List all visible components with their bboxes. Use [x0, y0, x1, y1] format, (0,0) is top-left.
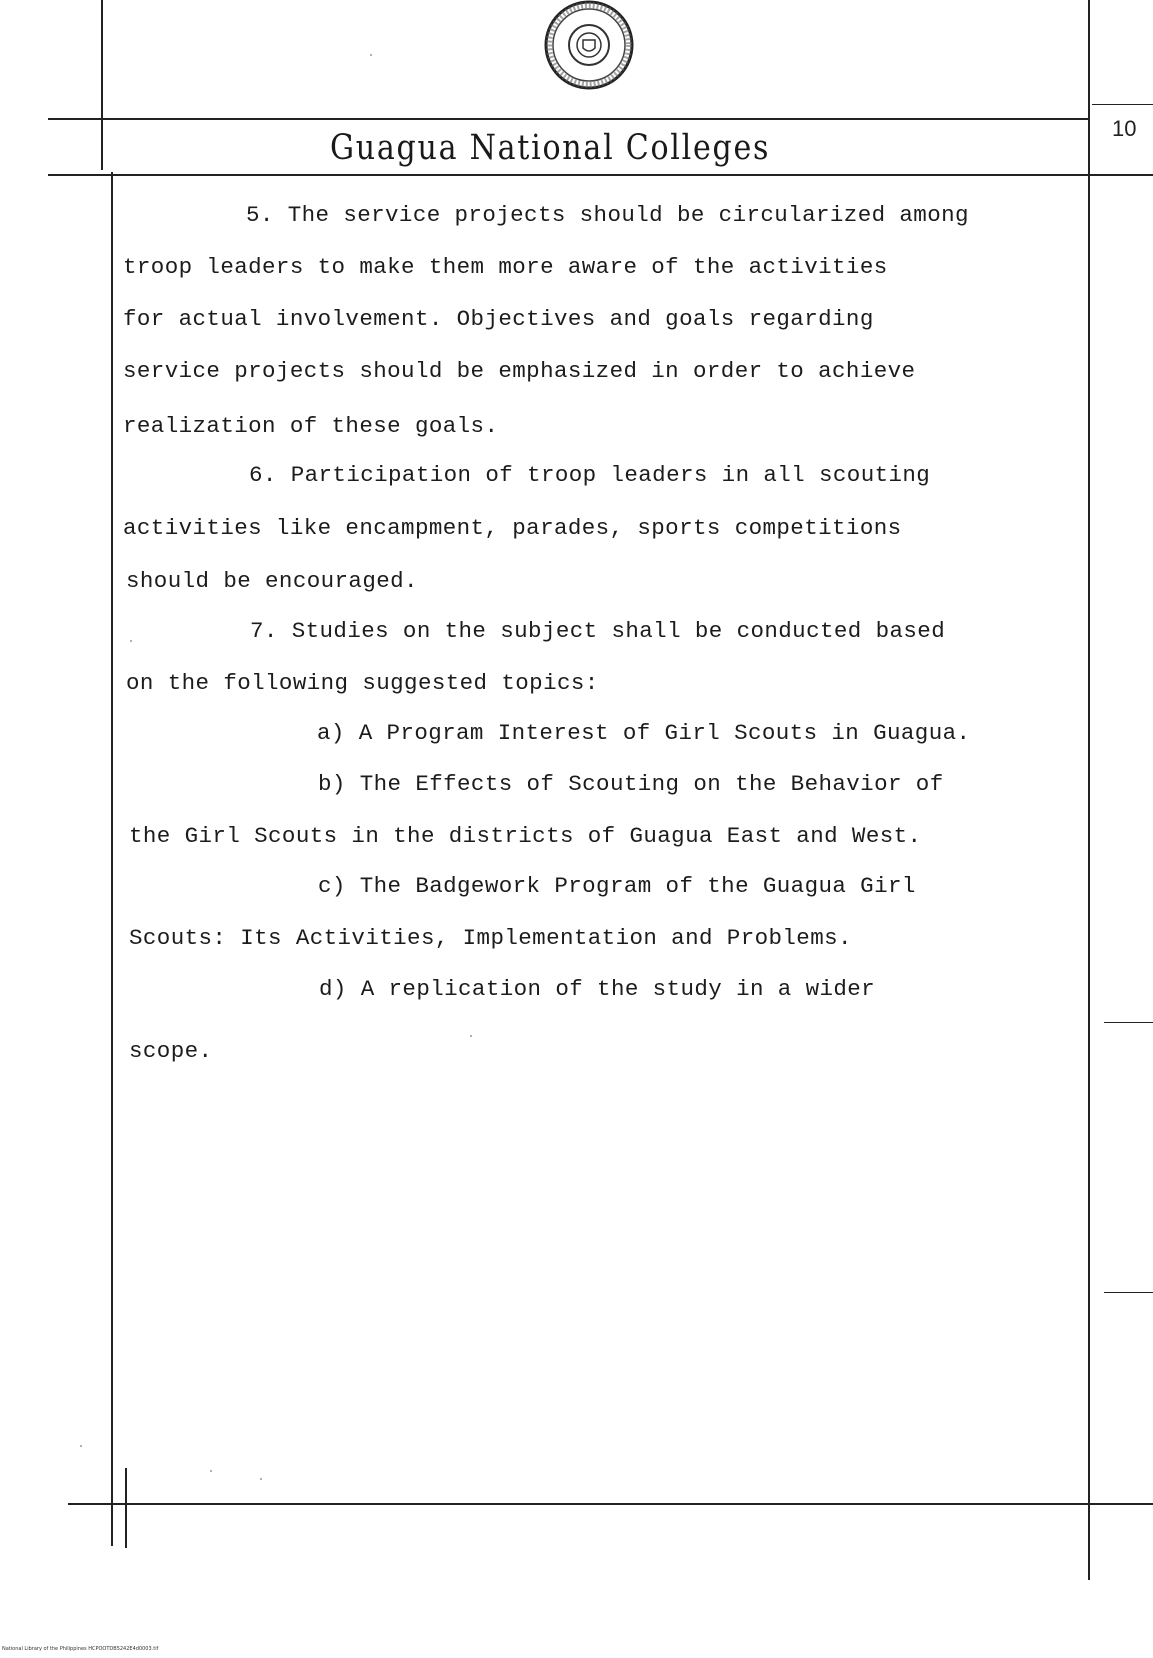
- body-line: troop leaders to make them more aware of the activities: [123, 254, 888, 280]
- body-line: service projects should be emphasized in order to achieve: [123, 358, 916, 384]
- body-line: c) The Badgework Program of the Guagua Girl: [318, 873, 916, 899]
- body-line: 7. Studies on the subject shall be conducted based: [250, 618, 946, 644]
- body-line: 6. Participation of troop leaders in all scouting: [249, 462, 931, 488]
- left-margin-rule-bottom: [125, 1468, 127, 1548]
- page-title: Guagua National Colleges: [330, 128, 771, 168]
- scan-speck: [210, 1470, 212, 1472]
- body-line: the Girl Scouts in the districts of Guagua East and West.: [129, 823, 922, 849]
- bottom-rule: [68, 1503, 1153, 1505]
- body-line: d) A replication of the study in a wider: [319, 976, 876, 1002]
- scan-speck: [470, 1035, 472, 1037]
- right-tick-1: [1104, 1022, 1153, 1023]
- scan-speck: [260, 1478, 262, 1480]
- body-line: a) A Program Interest of Girl Scouts in Guagua.: [317, 720, 971, 746]
- body-line: b) The Effects of Scouting on the Behavior of: [318, 771, 944, 797]
- header-top-rule-right: [1092, 104, 1153, 105]
- college-seal-icon: [539, 0, 639, 90]
- left-margin-rule: [101, 0, 103, 170]
- body-line: realization of these goals.: [123, 413, 499, 439]
- scan-speck: [130, 640, 132, 642]
- header-bottom-rule: [48, 174, 1153, 176]
- body-line: 5. The service projects should be circularized among: [246, 202, 969, 228]
- body-line: scope.: [129, 1038, 213, 1064]
- scan-speck: [370, 54, 372, 56]
- right-tick-2: [1104, 1292, 1153, 1293]
- header-top-rule: [48, 118, 1088, 120]
- body-line: Scouts: Its Activities, Implementation and Problems.: [129, 925, 852, 951]
- left-margin-rule-lower: [111, 172, 113, 1546]
- scan-footer: National Library of the Philippines HCPOOTDB5242E4d0003.tif: [2, 1646, 159, 1652]
- scan-speck: [80, 1445, 82, 1447]
- right-margin-rule: [1088, 0, 1090, 1580]
- body-line: on the following suggested topics:: [126, 670, 599, 696]
- body-line: activities like encampment, parades, sports competitions: [123, 515, 902, 541]
- page-number: 10: [1112, 116, 1137, 141]
- body-line: for actual involvement. Objectives and goals regarding: [123, 306, 874, 332]
- body-line: should be encouraged.: [126, 568, 418, 594]
